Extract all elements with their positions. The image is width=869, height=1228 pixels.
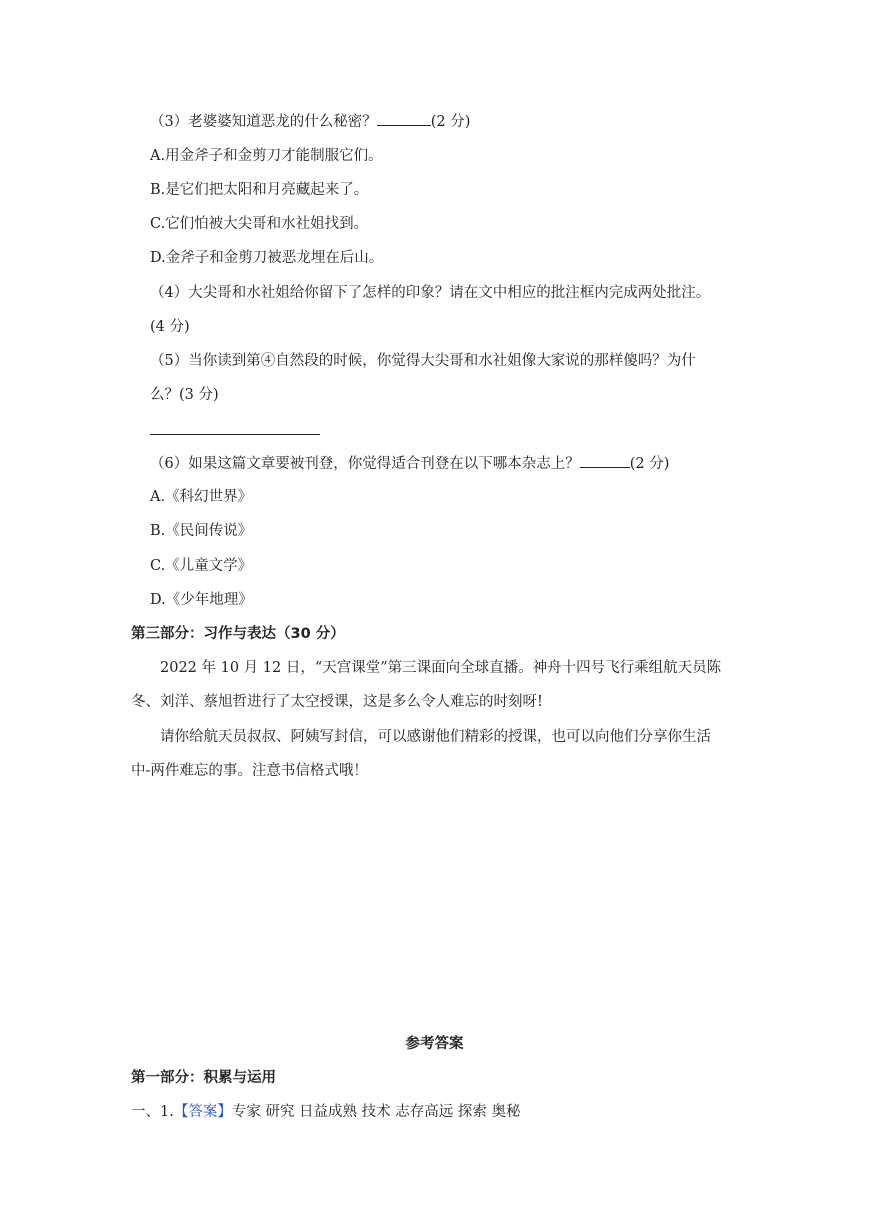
answer-item-prefix: 一、1.	[131, 1104, 174, 1120]
q6-stem-line	[150, 453, 669, 474]
part3-para2-line1: 请你给航天员叔叔、阿姨写封信，可以感谢他们精彩的授课，也可以向他们分享你生活	[160, 729, 711, 745]
answer-tag: 【答案】	[173, 1104, 232, 1120]
q6-option-b: B.《民间传说》	[150, 523, 253, 539]
q6-option-a: A.《科幻世界》	[150, 489, 253, 505]
q5-answer-line[interactable]	[150, 434, 320, 435]
part3-para1-line1: 2022 年 10 月 12 日，“天宫课堂”第三课面向全球直播。神舟十四号飞行乘组航天员陈	[160, 660, 722, 676]
answer-item-1	[131, 1102, 521, 1122]
q6-answer-blank[interactable]	[580, 453, 630, 468]
q3-stem-line	[150, 111, 470, 132]
part3-para1-line2: 冬、刘洋、蔡旭哲进行了太空授课，这是多么令人难忘的时刻呀!	[131, 694, 543, 710]
q5-line1: （5）当你读到第④自然段的时候，你觉得大尖哥和水社姐像大家说的那样傻吗？为什	[150, 353, 696, 369]
q3-answer-blank[interactable]	[377, 111, 431, 126]
q3-option-a: A.用金斧子和金剪刀才能制服它们。	[150, 148, 383, 164]
q4-line1: （4）大尖哥和水社姐给你留下了怎样的印象？请在文中相应的批注框内完成两处批注。	[150, 285, 711, 301]
q3-option-c: C.它们怕被大尖哥和水社姐找到。	[150, 216, 369, 232]
answers-part1-heading: 第一部分：积累与运用	[131, 1070, 276, 1086]
q3-option-d: D.金斧子和金剪刀被恶龙埋在后山。	[150, 250, 384, 266]
q6-option-d: D.《少年地理》	[150, 592, 253, 608]
q3-option-b: B.是它们把太阳和月亮藏起来了。	[150, 182, 369, 198]
q6-stem: （6）如果这篇文章要被刊登，你觉得适合刊登在以下哪本杂志上？	[150, 456, 580, 472]
q4-line2: (4 分)	[150, 319, 190, 335]
part3-heading: 第三部分：习作与表达（30 分）	[131, 626, 345, 642]
q6-option-c: C.《儿童文学》	[150, 558, 253, 574]
q3-stem: （3）老婆婆知道恶龙的什么秘密？	[150, 114, 377, 130]
answer-text: 专家 研究 日益成熟 技术 志存高远 探索 奥秘	[231, 1104, 521, 1120]
q5-line2: 么？(3 分)	[150, 387, 219, 403]
q6-score: (2 分)	[629, 456, 670, 472]
part3-para2-line2: 中-两件难忘的事。注意书信格式哦！	[131, 763, 368, 779]
q3-score: (2 分)	[430, 114, 471, 130]
answers-title: 参考答案	[405, 1036, 464, 1052]
